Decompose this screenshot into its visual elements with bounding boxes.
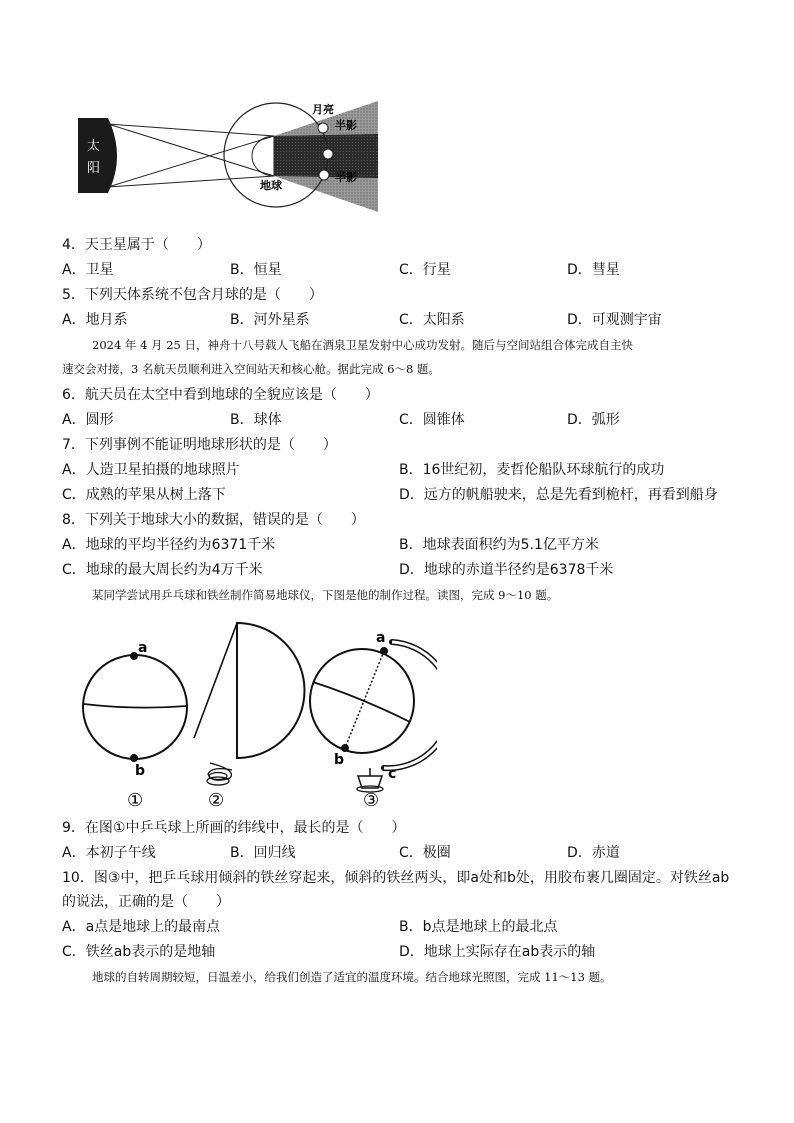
q4-stem: 4．天王星属于（ ） <box>62 237 211 253</box>
q4-option-a[interactable]: A．卫星 <box>62 262 114 278</box>
q10-option-d[interactable]: D．地球上实际存在ab表示的轴 <box>399 944 596 960</box>
q9-stem: 9．在图①中乒乓球上所画的纬线中，最长的是（ ） <box>62 820 406 836</box>
q10-stem: 10．图③中，把乒乓球用倾斜的铁丝穿起来，倾斜的铁丝两头，即a处和b处，用胶布裹几圈固定。对铁丝ab <box>62 870 730 886</box>
q10-option-a[interactable]: A．a点是地球上的最南点 <box>62 919 221 935</box>
figure-num-1: ① <box>127 790 144 811</box>
q5-option-a[interactable]: A．地月系 <box>62 312 128 328</box>
stand-arc <box>384 642 437 768</box>
figure-num-3: ③ <box>363 790 380 811</box>
q8-option-c[interactable]: C．地球的最大周长约为4万千米 <box>62 562 263 578</box>
q7-option-a[interactable]: A．人造卫星拍摄的地球照片 <box>62 462 240 478</box>
moon-upper <box>318 123 328 133</box>
q5-option-d[interactable]: D．可观测宇宙 <box>567 312 662 328</box>
earth-label: 地球 <box>260 179 282 192</box>
sun-label-char: 太 <box>87 139 101 154</box>
label-b-3: b <box>334 752 345 768</box>
q7-option-d[interactable]: D．远方的帆船驶来，总是先看到桅杆，再看到船身 <box>399 487 718 503</box>
q9-option-d[interactable]: D．赤道 <box>567 845 620 861</box>
point-b-1 <box>130 754 138 762</box>
q6-option-d[interactable]: D．弧形 <box>567 412 620 428</box>
q10-option-b[interactable]: B．b点是地球上的最北点 <box>399 919 558 935</box>
material-3: 地球的自转周期较短，日温差小，给我们创造了适宜的温度环境。结合地球光照图，完成 11～13 题。 <box>92 970 612 984</box>
eclipse-diagram <box>78 96 383 218</box>
q8-option-a[interactable]: A．地球的平均半径约为6371千米 <box>62 537 276 553</box>
material-1-line-1: 2024 年 4 月 25 日，神舟十八号载人飞船在酒泉卫星发射中心成功发射。随后与空间站组合体完成自主快 <box>92 338 633 352</box>
label-c-3: c <box>388 766 397 782</box>
material-1-line-2: 速交会对接，3 名航天员顺利进入空间站天和核心舱。据此完成 6～8 题。 <box>62 362 440 376</box>
sun-label-char: 阳 <box>87 161 101 176</box>
q8-option-d[interactable]: D．地球的赤道半径约是6378千米 <box>399 562 614 578</box>
globe-making-diagram <box>62 618 437 814</box>
penumbra-label-lower: 半影 <box>335 171 357 184</box>
q10-option-c[interactable]: C．铁丝ab表示的是地轴 <box>62 944 216 960</box>
moon-center <box>323 149 333 159</box>
label-a-1: a <box>138 640 148 656</box>
penumbra-label-upper: 半影 <box>335 119 357 132</box>
q5-option-c[interactable]: C．太阳系 <box>399 312 465 328</box>
q6-option-c[interactable]: C．圆锥体 <box>399 412 465 428</box>
moon-lower <box>319 170 329 180</box>
q4-option-d[interactable]: D．彗星 <box>567 262 620 278</box>
point-a-3 <box>380 647 388 655</box>
sun-shape <box>78 118 108 193</box>
q9-option-c[interactable]: C．极圈 <box>399 845 451 861</box>
q7-option-c[interactable]: C．成熟的苹果从树上落下 <box>62 487 226 503</box>
q8-option-b[interactable]: B．地球表面积约为5.1亿平方米 <box>399 537 599 553</box>
moon-label: 月亮 <box>312 103 334 116</box>
material-2: 某同学尝试用乒乓球和铁丝制作简易地球仪，下图是他的制作过程。读图，完成 9～10 题。 <box>92 588 559 602</box>
q6-option-a[interactable]: A．圆形 <box>62 412 114 428</box>
q5-option-b[interactable]: B．河外星系 <box>230 312 310 328</box>
point-b-3 <box>341 744 349 752</box>
q6-stem: 6．航天员在太空中看到地球的全貌应该是（ ） <box>62 387 379 403</box>
q9-option-a[interactable]: A．本初子午线 <box>62 845 156 861</box>
q7-option-b[interactable]: B．16世纪初，麦哲伦船队环球航行的成功 <box>399 462 665 478</box>
q4-option-b[interactable]: B．恒星 <box>230 262 282 278</box>
q10-stem-cont: 的说法，正确的是（ ） <box>62 894 230 910</box>
q9-option-b[interactable]: B．回归线 <box>230 845 296 861</box>
q5-stem: 5．下列天体系统不包含月球的是（ ） <box>62 287 323 303</box>
q4-option-c[interactable]: C．行星 <box>399 262 451 278</box>
half-sphere-2 <box>237 623 305 758</box>
point-a-1 <box>130 652 138 660</box>
label-b-1: b <box>135 763 146 779</box>
q7-stem: 7．下列事例不能证明地球形状的是（ ） <box>62 437 337 453</box>
q8-stem: 8．下列关于地球大小的数据，错误的是（ ） <box>62 512 365 528</box>
q6-option-b[interactable]: B．球体 <box>230 412 282 428</box>
label-a-3: a <box>376 630 386 646</box>
axis-ab <box>345 651 384 748</box>
figure-num-2: ② <box>208 790 225 811</box>
